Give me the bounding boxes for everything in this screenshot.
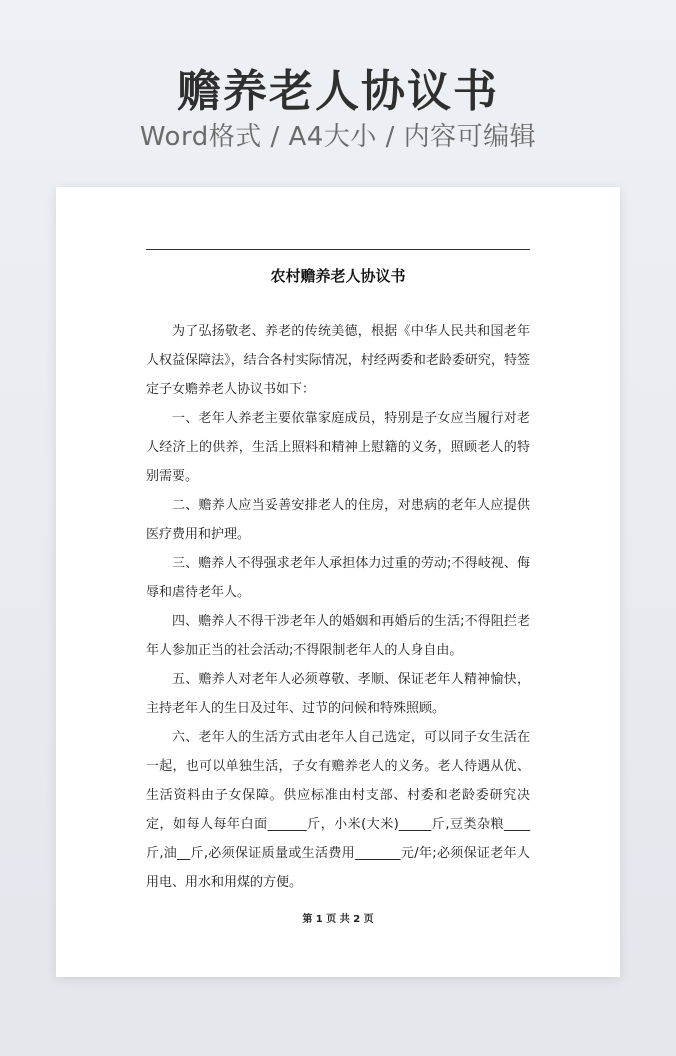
paragraph-clause-3: 三、赡养人不得强求老年人承担体力过重的劳动;不得岐视、侮辱和虐待老年人。	[146, 556, 530, 600]
page-number: 第 1 页 共 2 页	[302, 914, 374, 925]
document-page	[56, 187, 620, 977]
paragraph-clause-5: 五、赡养人对老年人必须尊敬、孝顺、保证老年人精神愉快，主持老年人的生日及过年、过节的问候和特殊照顾。	[146, 672, 530, 716]
paragraph-clause-4: 四、赡养人不得干涉老年人的婚姻和再婚后的生活;不得阻拦老年人参加正当的社会活动;不得限制老年人的人身自由。	[146, 614, 530, 658]
paragraph-clause-1: 一、老年人养老主要依靠家庭成员，特别是子女应当履行对老人经济上的供养，生活上照料和精神上慰籍的义务，照顾老人的特别需要。	[146, 411, 530, 484]
paragraph-clause-6: 六、老年人的生活方式由老年人自己选定，可以同子女生活在一起，也可以单独生活，子女有赡养老人的义务。老人待遇从优、生活资料由子女保障。供应标准由村支部、村委和老龄委研究决定，如每人每年白面______斤，小米(大米)_____斤,豆类杂粮____斤,油__斤,必须保证质量或生活费用_______元/年;必须保证老年人用电、用水和用煤的方便。	[146, 730, 530, 890]
paragraph-intro: 为了弘扬敬老、养老的传统美德，根据《中华人民共和国老年人权益保障法》，结合各村实际情况，村经两委和老龄委研究，特签定子女赡养老人协议书如下：	[146, 324, 530, 397]
banner-title: 赡养老人协议书	[177, 66, 499, 117]
document-body	[146, 317, 530, 897]
document-title: 农村赡养老人协议书	[270, 267, 406, 285]
paragraph-clause-2: 二、赡养人应当妥善安排老人的住房，对患病的老年人应提供医疗费用和护理。	[146, 498, 530, 542]
banner-subtitle: Word格式 / A4大小 / 内容可编辑	[139, 122, 537, 152]
header-rule	[146, 249, 530, 250]
